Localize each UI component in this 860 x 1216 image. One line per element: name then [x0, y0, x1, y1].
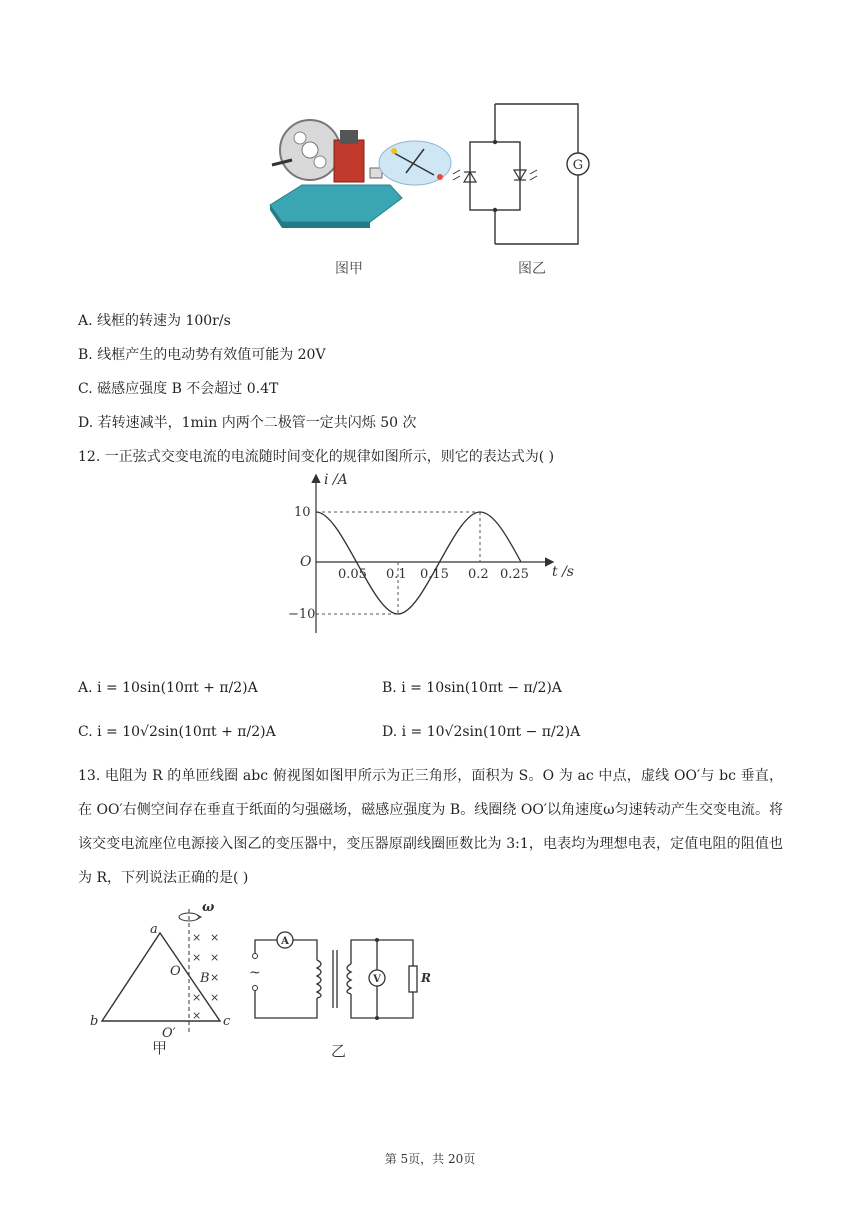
svg-text:G: G — [572, 158, 584, 173]
current-curve — [316, 512, 521, 614]
q11-option-c: C. 磁感应强度 B 不会超过 0.4T — [78, 381, 279, 397]
figure-led-circuit — [450, 100, 600, 254]
caption-jia: 图甲 — [335, 261, 363, 277]
q13-stem: 13. 电阻为 R 的单匝线圈 abc 俯视图如图甲所示为正三角形，面积为 S。O 为 ac 中点，虚线 OO′与 bc 垂直，在 OO′右侧空间存在垂直于纸面的匀强磁场，磁感应强度为 B。线圈绕 OO′以角速度ω匀速转动产生交变电流。将该交变电流座位电源接入图乙的变压器中，变压器原副线圈匝数比为 3:1，电表均为理想电表，定值电阻的阻值也为 R，下列说法正确的是( ) — [78, 768, 783, 886]
y-tick-10: 10 — [294, 505, 311, 520]
svg-text:O: O — [170, 964, 181, 979]
origin-label: O — [300, 554, 312, 570]
q12-stem: 12. 一正弦式交变电流的电流随时间变化的规律如图所示，则它的表达式为( ) — [78, 449, 555, 465]
svg-text:×: × — [192, 951, 202, 964]
q11-option-b: B. 线框产生的电动势有效值可能为 20V — [78, 347, 326, 363]
svg-text:R: R — [421, 971, 431, 985]
svg-text:×: × — [192, 931, 202, 944]
svg-text:V: V — [373, 974, 381, 985]
x-axis-label: t /s — [552, 564, 574, 580]
x-tick-02: 0.2 — [468, 567, 489, 582]
resistor-symbol — [409, 966, 417, 992]
svg-text:乙: 乙 — [331, 1042, 347, 1060]
q12-option-d: D. i = 10√2sin(10πt − π/2)A — [382, 724, 581, 740]
y-tick-neg10: −10 — [288, 607, 316, 622]
page-footer: 第 5页，共 20页 — [384, 1152, 476, 1166]
svg-text:甲: 甲 — [152, 1039, 168, 1057]
q12-option-c: C. i = 10√2sin(10πt + π/2)A — [78, 724, 276, 740]
caption-yi: 图乙 — [518, 261, 546, 277]
x-tick-025: 0.25 — [500, 567, 529, 582]
svg-text:A: A — [281, 936, 289, 947]
q12-graph — [280, 468, 590, 642]
y-axis-label: i /A — [324, 472, 348, 488]
svg-text:a: a — [150, 922, 158, 937]
svg-text:~: ~ — [249, 965, 261, 981]
svg-text:×: × — [210, 971, 220, 984]
svg-text:b: b — [90, 1014, 99, 1029]
svg-text:c: c — [223, 1014, 231, 1029]
svg-text:B: B — [200, 971, 210, 986]
svg-text:×: × — [210, 951, 220, 964]
svg-text:×: × — [192, 1009, 202, 1022]
svg-text:×: × — [192, 991, 202, 1004]
q13-fig-jia — [82, 895, 252, 1069]
q11-option-d: D. 若转速减半，1min 内两个二极管一定共闪烁 50 次 — [78, 415, 417, 431]
svg-text:O′: O′ — [162, 1026, 176, 1041]
q12-option-b: B. i = 10sin(10πt − π/2)A — [382, 680, 562, 696]
svg-text:ω: ω — [202, 900, 215, 915]
q11-option-a: A. 线框的转速为 100r/s — [78, 313, 231, 329]
x-tick-015: 0.15 — [420, 567, 449, 582]
x-tick-005: 0.05 — [338, 567, 367, 582]
q13-fig-yi — [245, 920, 435, 1064]
x-tick-01: 0.1 — [386, 567, 407, 582]
svg-text:×: × — [210, 991, 220, 1004]
q12-option-a: A. i = 10sin(10πt + π/2)A — [78, 680, 258, 696]
zoom-bubble — [378, 135, 453, 199]
svg-text:×: × — [210, 931, 220, 944]
